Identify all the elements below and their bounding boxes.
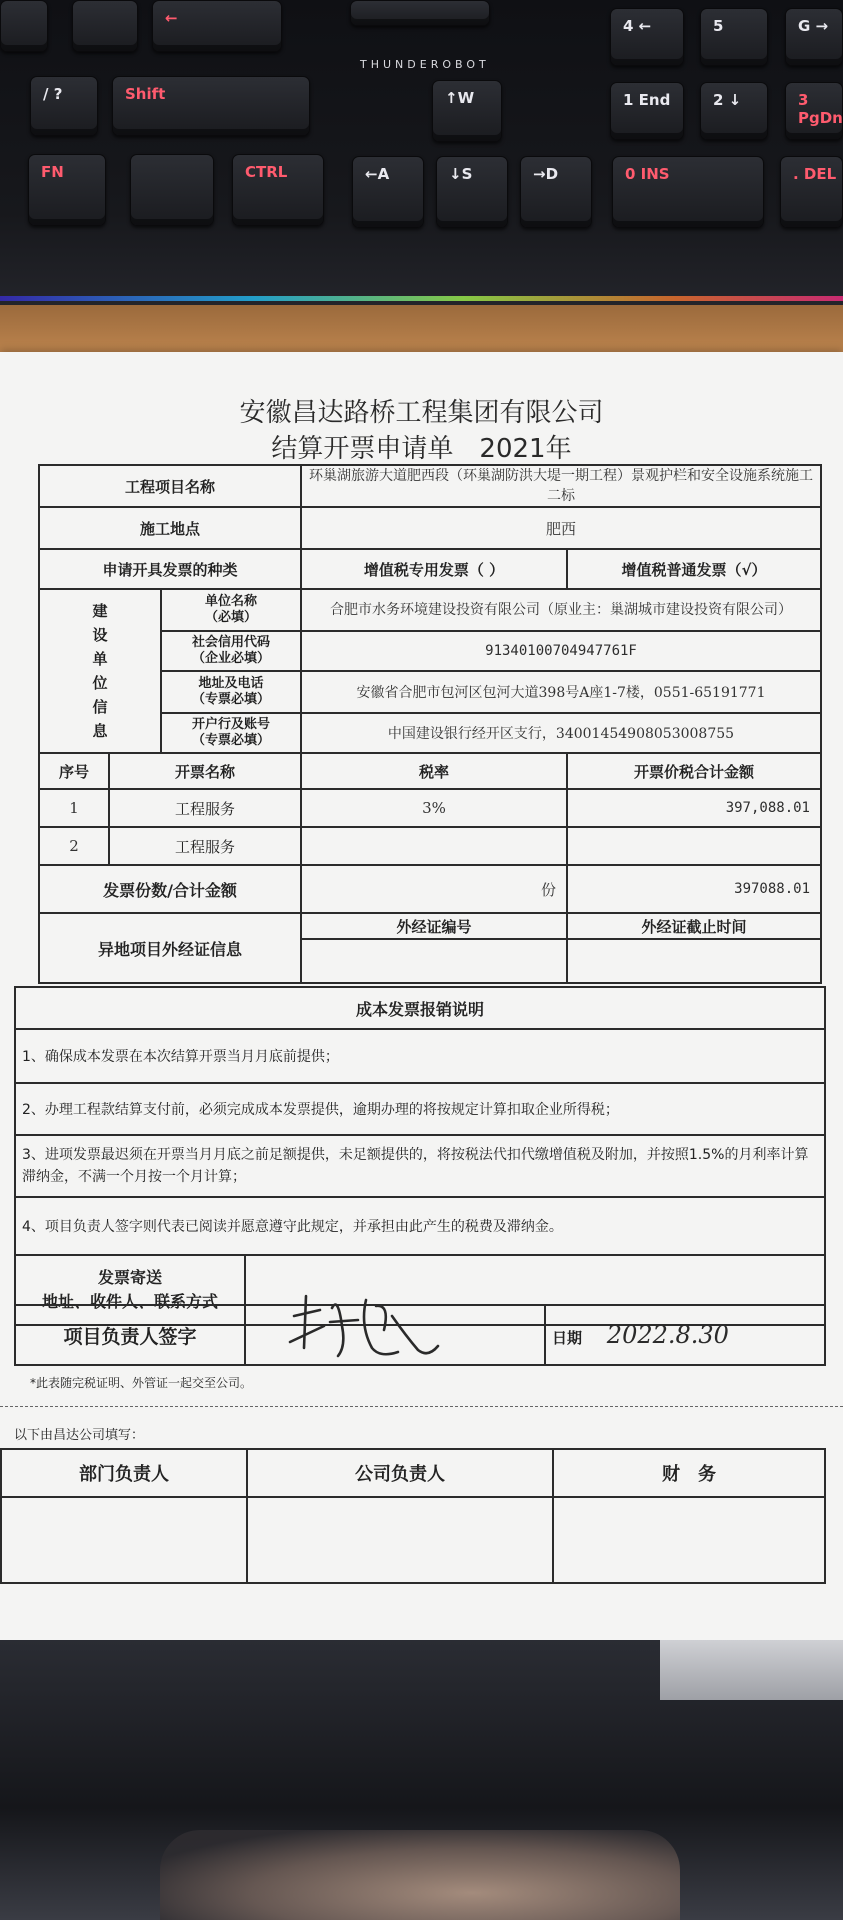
keyboard-brand: THUNDEROBOT (360, 58, 490, 71)
cost-title: 成本发票报销说明 (15, 987, 825, 1029)
date-cell (545, 1305, 825, 1365)
address-label (161, 671, 301, 713)
row-items-header (39, 753, 821, 789)
total-unit: 份 (301, 865, 567, 913)
signer-label: 项目负责人签字 (15, 1305, 245, 1365)
total-amount: 397088.01 (567, 865, 821, 913)
note-1: 1、确保成本发票在本次结算开票当月月底前提供； (15, 1029, 825, 1083)
keyboard-light-strip (0, 296, 843, 301)
outside-label: 异地项目外经证信息 (39, 913, 301, 983)
key-g: G → (785, 8, 843, 66)
key-slash: / ? (30, 76, 98, 136)
unit-info-char: 建 (92, 602, 108, 620)
row-project-name (39, 465, 821, 507)
unit-info-label (39, 589, 161, 753)
key-num-1: 1 End (610, 82, 684, 140)
key-shift: Shift (112, 76, 310, 136)
items-header-rate: 税率 (301, 753, 567, 789)
bank-value: 中国建设银行经开区支行，34001454908053008755 (301, 713, 821, 753)
item-no: 1 (39, 789, 109, 827)
row-total (39, 865, 821, 913)
row-cost-title (15, 987, 825, 1029)
finance-sign (553, 1497, 825, 1583)
address-label-text: 地址及电话 (198, 676, 264, 691)
key-num-3: 3 PgDn (785, 82, 843, 140)
bank-label (161, 713, 301, 753)
note-4: 4、项目负责人签字则代表已阅读并愿意遵守此规定，并承担由此产生的税费及滞纳金。 (15, 1197, 825, 1255)
key-w: ↑W (432, 80, 502, 142)
dept-head-label: 部门负责人 (1, 1449, 247, 1497)
bank-label-text: 开户行及账号 (191, 717, 270, 732)
company-name: 安徽昌达路桥工程集团有限公司 (239, 398, 604, 428)
credit-code-label-text: 社会信用代码 (191, 635, 270, 650)
row-invoice-type (39, 549, 821, 589)
key-top-2 (72, 0, 138, 52)
table-row (39, 827, 821, 865)
unit-info-char: 位 (92, 674, 108, 692)
outside-no-label: 外经证编号 (301, 913, 567, 939)
key-top-mid (350, 0, 490, 26)
date-value: 2022.8.30 (606, 1321, 729, 1349)
dashed-divider (0, 1406, 843, 1407)
key-fn: FN (28, 154, 106, 226)
list-item (15, 1083, 825, 1135)
outside-no-value (301, 939, 567, 983)
item-name: 工程服务 (109, 789, 301, 827)
list-item (15, 1135, 825, 1197)
bank-label-sub: （专票必填） (191, 733, 270, 748)
key-d: →D (520, 156, 592, 228)
cloth-highlight (660, 1640, 843, 1700)
mailing-label-line2: 地址、收件人、联系方式 (41, 1292, 218, 1311)
key-ins: 0 INS (612, 156, 764, 228)
item-name: 工程服务 (109, 827, 301, 865)
keyboard (0, 0, 843, 305)
dept-head-sign (1, 1497, 247, 1583)
row-site (39, 507, 821, 549)
key-num-5: 5 (700, 8, 768, 66)
items-header-no: 序号 (39, 753, 109, 789)
address-value: 安徽省合肥市包河区包河大道398号A座1-7楼，0551-65191771 (301, 671, 821, 713)
unit-name-label-text: 单位名称 (204, 594, 257, 609)
approval-table (0, 1448, 826, 1584)
project-name-label: 工程项目名称 (39, 465, 301, 507)
row-unit-name (39, 589, 821, 631)
invoice-special-option: 增值税专用发票（ ） (301, 549, 567, 589)
unit-info-char: 设 (92, 626, 108, 644)
mailing-label-line1: 发票寄送 (97, 1268, 162, 1287)
item-amount (567, 827, 821, 865)
row-approval-values (1, 1497, 825, 1583)
key-s: ↓S (436, 156, 508, 228)
list-item (15, 1029, 825, 1083)
row-outside-header (39, 913, 821, 939)
key-backspace: ← (152, 0, 282, 52)
note-3: 3、进项发票最迟须在开票当月月底之前足额提供，未足额提供的，将按税法代扣代缴增值税及附加，并按照1.5%的月利率计算滞纳金，不满一个月按一个月计算； (15, 1135, 825, 1197)
unit-info-char: 息 (92, 722, 108, 740)
unit-name-label (161, 589, 301, 631)
row-approval-header (1, 1449, 825, 1497)
note-2: 2、办理工程款结算支付前，必须完成成本发票提供，逾期办理的将按规定计算扣取企业所得税； (15, 1083, 825, 1135)
credit-code-label (161, 631, 301, 671)
project-name-value: 环巢湖旅游大道肥西段（环巢湖防洪大堤一期工程）景观护栏和安全设施系统施工二标 (301, 465, 821, 507)
unit-name-label-sub: （必填） (204, 610, 257, 625)
unit-name-value: 合肥市水务环境建设投资有限公司（原业主：巢湖城市建设投资有限公司） (301, 589, 821, 631)
fill-label: 以下由昌达公司填写： (14, 1428, 145, 1443)
items-header-name: 开票名称 (109, 753, 301, 789)
list-item (15, 1197, 825, 1255)
items-header-amount: 开票价税合计金额 (567, 753, 821, 789)
credit-code-value: 91340100704947761F (301, 631, 821, 671)
key-a: ←A (352, 156, 424, 228)
item-no: 2 (39, 827, 109, 865)
finance-label: 财 务 (553, 1449, 825, 1497)
invoice-type-label: 申请开具发票的种类 (39, 549, 301, 589)
site-label: 施工地点 (39, 507, 301, 549)
invoice-normal-option: 增值税普通发票（√） (567, 549, 821, 589)
company-head-label: 公司负责人 (247, 1449, 553, 1497)
credit-code-label-sub: （企业必填） (191, 651, 270, 666)
form-title: 结算开票申请单 2021年 (271, 434, 572, 464)
outside-deadline-label: 外经证截止时间 (567, 913, 821, 939)
photo-print (160, 1830, 680, 1920)
date-label: 日期 (552, 1329, 583, 1347)
footnote: *此表随完税证明、外管证一起交至公司。 (30, 1376, 253, 1390)
application-table (38, 464, 822, 984)
handwritten-signature (280, 1286, 450, 1366)
key-num-4: 4 ← (610, 8, 684, 66)
company-head-sign (247, 1497, 553, 1583)
cost-notes-table (14, 986, 826, 1326)
key-ctrl: CTRL (232, 154, 324, 226)
table-row (39, 789, 821, 827)
item-rate: 3% (301, 789, 567, 827)
total-label: 发票份数/合计金额 (39, 865, 301, 913)
site-value: 肥西 (301, 507, 821, 549)
item-rate (301, 827, 567, 865)
unit-info-char: 信 (92, 698, 108, 716)
address-label-sub: （专票必填） (191, 692, 270, 707)
unit-info-char: 单 (92, 650, 108, 668)
key-top-left (0, 0, 48, 52)
outside-deadline-value (567, 939, 821, 983)
key-num-2: 2 ↓ (700, 82, 768, 140)
key-menu (130, 154, 214, 226)
key-del: . DEL (780, 156, 843, 228)
item-amount: 397,088.01 (567, 789, 821, 827)
